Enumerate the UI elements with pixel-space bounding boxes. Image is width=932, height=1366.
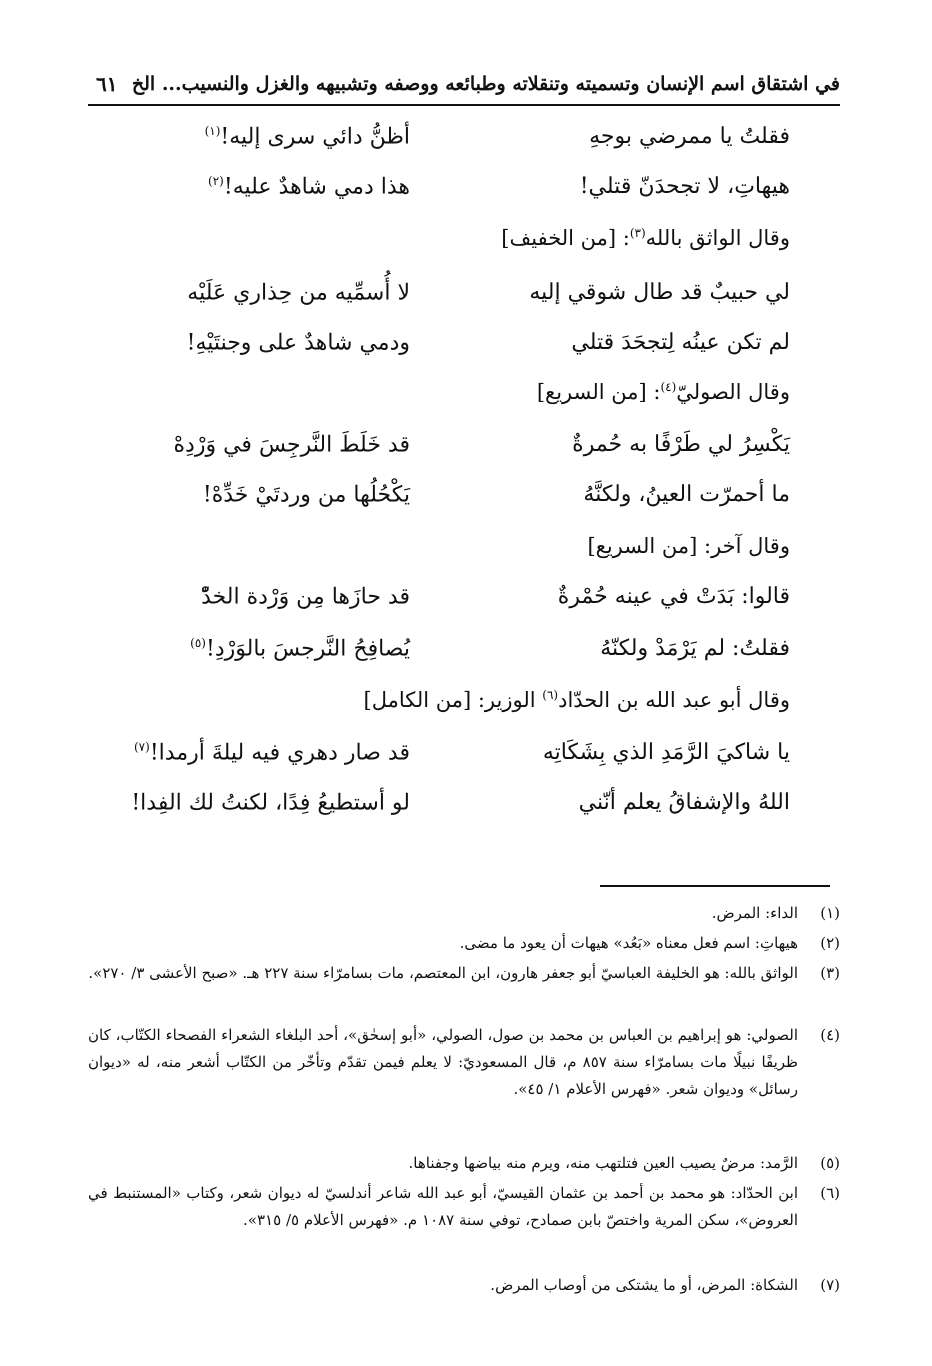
verse-first-hemistich: يَكْسِرُ لي طَرْفًا به حُمرةٌ [572, 432, 790, 457]
footnote [88, 960, 840, 987]
footnote-ref: (٧) [133, 740, 150, 754]
verse-second-hemistich: لا أُسمِّيه من حِذاري عَلَيْه [187, 280, 410, 306]
footnote-ref: (٣) [629, 226, 646, 240]
footnote-number: (٧) [820, 1276, 840, 1294]
footnote-number: (٦) [820, 1184, 840, 1202]
verse-second-hemistich: قد صار دهري فيه ليلةَ أرمدا!$^{(٧)}$ [133, 740, 410, 766]
footnote [88, 900, 840, 927]
verse-second-hemistich: لو أستطيعُ فِدًا، لكنتُ لك الفِدا! [131, 790, 410, 816]
footnote [88, 1022, 840, 1103]
footnote-number: (٤) [820, 1026, 840, 1044]
footnote-separator [600, 885, 830, 887]
footnote [88, 930, 840, 957]
footnote [88, 1150, 840, 1177]
footnote-ref: (١) [204, 124, 221, 138]
poem-intro: وقال الواثق بالله$^{(٣)}$: [من الخفيف] [501, 226, 790, 250]
verse-first-hemistich: ما أحمرّت العينُ، ولكنَّهُ [583, 482, 790, 507]
verse-first-hemistich: فقلتُ: لم يَرْمَدْ ولكنّهُ [600, 636, 790, 661]
page-number: ٦١ [96, 72, 118, 96]
verse-line [90, 740, 790, 780]
verse-line [90, 330, 790, 370]
verse-first-hemistich: قالوا: بَدَتْ في عينه حُمْرةٌ [557, 584, 790, 609]
footnote-ref: (٦) [542, 688, 559, 702]
verse-second-hemistich: يُصافِحُ النَّرجسَ بالوَرْدِ!$^{(٥)}$ [190, 636, 410, 662]
verse-line [90, 482, 790, 522]
verse-second-hemistich: أظنُّ دائي سرى إليه!$^{(١)}$ [204, 124, 410, 150]
footnote-text: هيهاتِ: اسم فعل معناه «بَعُد» هيهات أن يعود ما مضى. [459, 934, 798, 952]
verse-second-hemistich: قد حازَها مِن وَرْدة الخدّْ [201, 584, 410, 610]
footnote-text: الواثق بالله: هو الخليفة العباسيّ أبو جعفر هارون، ابن المعتصم، مات بسامرّاء سنة ٢٢٧ هـ. «صبح الأعشى ٣/ ٢٧٠». [88, 964, 798, 982]
footnote-text: الشكاة: المرض، أو ما يشتكى من أوصاب المرض. [490, 1276, 798, 1294]
poem-intro: وقال آخر: [من السريع] [587, 534, 790, 558]
running-head: في اشتقاق اسم الإنسان وتسميته وتنقلاته وطبائعه ووصفه وتشبيهه والغزل والنسيب... الخ [131, 73, 840, 95]
verse-line [90, 432, 790, 472]
verse-first-hemistich: هيهاتِ، لا تجحدَنّ قتلي! [579, 174, 790, 199]
footnote [88, 1180, 840, 1234]
verse-first-hemistich: لم تكن عينُه لِتجحَدَ قتلي [571, 330, 790, 355]
verse-first-hemistich: لي حبيبٌ قد طال شوقي إليه [529, 280, 790, 305]
verse-second-hemistich: ودمي شاهدٌ على وجنتَيْهِ! [186, 330, 410, 356]
footnote-text: الصولي: هو إبراهيم بن العباس بن محمد بن صول، الصولي، «أبو إسحٰق»، أحد البلغاء الشعراء الفصحاء الكتّاب، كان ظريفًا نبيلًا مات بسامرّاء سنة ٨٥٧ م، قال المسعوديّ: لا يعلم فيمن تقدّم وتأخّر من الكتّاب أشعر منه، له «ديوان رسائل» وديوان شعر. «فهرس الأعلام ١/ ٤٥». [88, 1026, 798, 1098]
footnote-number: (٥) [820, 1154, 840, 1172]
poem-intro: وقال أبو عبد الله بن الحدّاد$^{(٦)}$ الوزير: [من الكامل] [363, 688, 790, 712]
footnote-number: (٣) [820, 964, 840, 982]
verse-first-hemistich: يا شاكيَ الرَّمَدِ الذي بِشَكَاتِه [542, 740, 790, 765]
footnote-ref: (٥) [190, 636, 206, 650]
footnote-text: الداء: المرض. [711, 904, 798, 922]
footnote-ref: (٤) [660, 380, 677, 394]
verse-line [90, 280, 790, 320]
footnote-text: ابن الحدّاد: هو محمد بن أحمد بن عثمان القيسيّ، أبو عبد الله شاعر أندلسيّ له ديوان شعر، وكتاب «المستنبط في العروض»، سكن المرية واختصّ بابن صمادح، توفي سنة ١٠٨٧ م. «فهرس الأعلام ٥/ ٣١٥». [88, 1184, 798, 1229]
verse-second-hemistich: قد خَلَطَ النَّرجِسَ في وَرْدِهْ [173, 432, 410, 458]
verse-second-hemistich: هذا دمي شاهدٌ عليه!$^{(٢)}$ [208, 174, 410, 200]
verse-line [90, 790, 790, 830]
page-header [88, 64, 840, 106]
verse-line [90, 174, 790, 214]
footnote-number: (٢) [820, 934, 840, 952]
verse-line [90, 124, 790, 164]
verse-first-hemistich: اللهُ والإشفاقُ يعلم أنّني [578, 790, 790, 815]
verse-first-hemistich: فقلتُ يا ممرضي بوجهِ [589, 124, 790, 149]
footnote-ref: (٢) [208, 174, 224, 188]
footnote-text: الرَّمد: مرضٌ يصيب العين فتلتهب منه، ويرم منه بياضها وجفناها. [408, 1154, 798, 1172]
footnote [88, 1272, 840, 1299]
footnote-number: (١) [820, 904, 840, 922]
verse-second-hemistich: يَكْحُلُها من وردتَيْ خَدِّهْ! [202, 482, 410, 508]
verse-line [90, 584, 790, 624]
verse-line [90, 636, 790, 676]
poem-intro: وقال الصوليّ$^{(٤)}$: [من السريع] [536, 380, 790, 404]
